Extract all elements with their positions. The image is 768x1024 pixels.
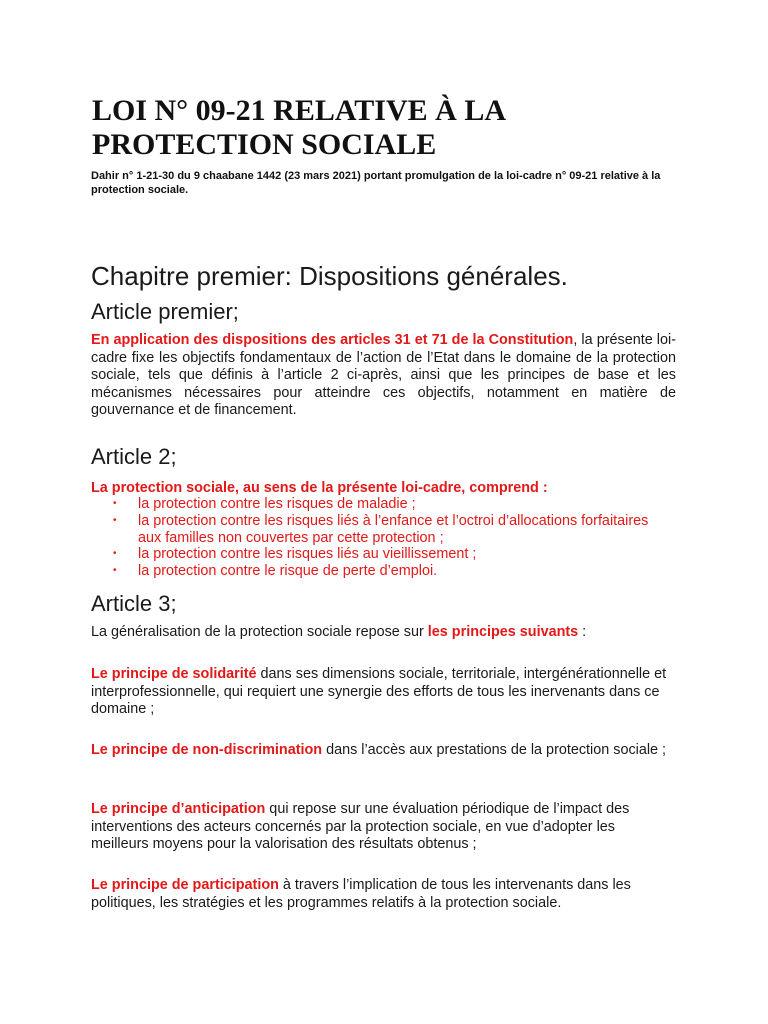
list-item: • la protection contre les risques de maladie ; — [113, 496, 416, 512]
principle-anticipation: Le principe d’anticipation qui repose sur une évaluation périodique de l’impact des interventions des acteurs concernés par la protection sociale, en vue d’adopter les meilleurs moyens pour la valorisation des résultats obtenus ; — [91, 801, 630, 853]
bullet-icon: • — [113, 548, 117, 560]
article-1-paragraph — [91, 332, 676, 420]
list-item: • la protection contre les risques liés au vieillissement ; — [113, 546, 477, 563]
article-3-heading: Article 3; — [91, 591, 177, 616]
document-subtitle: Dahir n° 1-21-30 du 9 chaabane 1442 (23 mars 2021) portant promulgation de la loi-cadre n° 09-21 relative à la protection sociale. — [91, 170, 661, 196]
bullet-icon: • — [113, 565, 117, 577]
principle-non-discrimination: Le principe de non-discrimination dans l’accès aux prestations de la protection sociale ; — [91, 742, 667, 758]
document-title: LOI N° 09-21 RELATIVE À LA PROTECTION SOCIALE — [92, 94, 505, 161]
list-item: • la protection contre les risques liés à l’enfance et l’octroi d’allocations forfaitaires aux familles non couvertes par cette protection ; — [113, 512, 649, 546]
principle-participation: Le principe de participation à travers l’implication de tous les intervenants dans les politiques, les stratégies et les programmes relatifs à la protection sociale. — [91, 877, 631, 911]
article-2-intro: La protection sociale, au sens de la présente loi-cadre, comprend : — [91, 480, 548, 496]
list-item: • la protection contre le risque de perte d’emploi. — [113, 563, 438, 580]
article-2-heading: Article 2; — [91, 444, 177, 469]
chapter-heading: Chapitre premier: Dispositions générales. — [91, 261, 568, 291]
article-1-body: , la présente loi-cadre fixe les objectifs fondamentaux de l’action de l’Etat dans le domaine de la protection sociale, tels que définis à l’article 2 ci-après, ainsi que les principes de base et les mécanismes nécessaires pour atteindre ces objectifs, notamment en matière de gouvernance et de financement. — [91, 332, 676, 419]
article-3-intro: La généralisation de la protection sociale repose sur les principes suivants : — [91, 624, 587, 640]
article-2-list — [91, 496, 651, 580]
article-1-heading: Article premier; — [91, 299, 239, 324]
bullet-icon: • — [113, 498, 117, 509]
article-1-lead: En application des dispositions des articles 31 et 71 de la Constitution — [91, 332, 574, 348]
bullet-icon: • — [113, 514, 117, 526]
principle-solidarity: Le principe de solidarité dans ses dimensions sociale, territoriale, intergénérationnelle et interprofessionnelle, qui requiert une synergie des efforts de tous les inervenants dans ce domaine ; — [91, 666, 667, 718]
